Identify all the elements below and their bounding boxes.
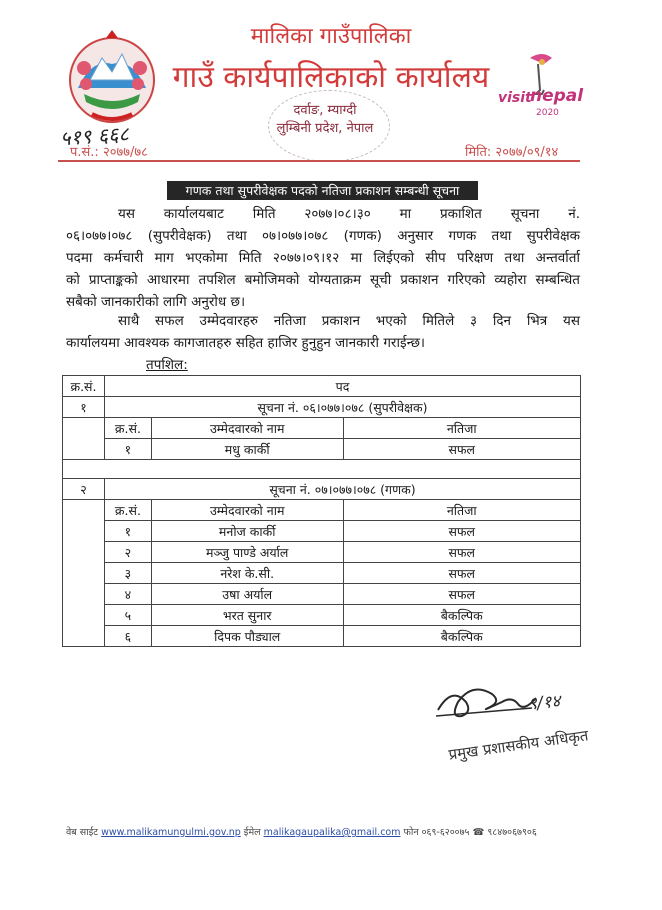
email-link[interactable]: malikagaupalika@gmail.com [263, 827, 401, 838]
candidate-name: नरेश के.सी. [151, 563, 343, 584]
notice-subject: गणक तथा सुपरीवेक्षक पदको नतिजा प्रकाशन सम्बन्धी सूचना [167, 181, 478, 200]
group-notice: सूचना नं. ०७।०७७।०७८ (गणक) [104, 479, 580, 500]
sub-sn-header: क्र.सं. [104, 418, 151, 439]
candidate-sn: १ [104, 521, 151, 542]
paragraph-1-line: ०६।०७७।०७८ (सुपरीवेक्षक) तथा ०७।०७७।०७८ (गणक) अनुसार गणक तथा सुपरीवेक्षक [66, 228, 580, 244]
notice-paragraph-2 [66, 310, 580, 354]
candidate-result: बैकल्पिक [343, 605, 581, 626]
post-header: पद [104, 376, 580, 397]
footer-contact [66, 825, 606, 838]
sub-sn-header: क्र.सं. [104, 500, 151, 521]
issue-date: मिति: २०७७/०९/१४ [465, 145, 559, 160]
sub-result-header: नतिजा [343, 418, 581, 439]
candidate-sn: ४ [104, 584, 151, 605]
group-notice: सूचना नं. ०६।०७७।०७८ (सुपरीवेक्षक) [104, 397, 580, 418]
address-line-1: दर्वाङ, म्याग्दी [293, 103, 357, 118]
website-link[interactable]: www.malikamungulmi.gov.np [101, 827, 241, 838]
table-row [63, 439, 581, 460]
email-label: ईमेल [243, 827, 261, 838]
signature-date: ९/१४ [527, 691, 562, 715]
candidate-name: मधु कार्की [151, 439, 343, 460]
candidate-result: सफल [343, 584, 581, 605]
paragraph-1-line: पदमा कर्मचारी माग भएकोमा मिति २०७७।०९।१२ मा लिईएको सीप परिक्षण तथा अन्तर्वार्ता [66, 250, 580, 266]
table-row [63, 563, 581, 584]
table-header-row [63, 376, 581, 397]
sub-result-header: नतिजा [343, 500, 581, 521]
candidate-result: बैकल्पिक [343, 626, 581, 647]
table-row [63, 605, 581, 626]
candidate-name: मनोज कार्की [151, 521, 343, 542]
candidate-result: सफल [343, 542, 581, 563]
group-row [63, 397, 581, 418]
visit-text: visit [498, 90, 532, 106]
candidate-result: सफल [343, 521, 581, 542]
table-row [63, 521, 581, 542]
reference-number: प.सं.: २०७७/७८ [70, 145, 148, 160]
letterhead-divider [58, 160, 580, 162]
group-sn: १ [63, 397, 105, 418]
notice-paragraph-1 [66, 203, 580, 313]
table-row [63, 584, 581, 605]
candidate-result: सफल [343, 563, 581, 584]
candidate-sn: ३ [104, 563, 151, 584]
paragraph-2-line: साथै सफल उम्मेदवारहरु नतिजा प्रकाशन भएको मितिले ३ दिन भित्र यस [118, 313, 580, 329]
candidate-sn: ५ [104, 605, 151, 626]
paragraph-1-line: सबैको जानकारीको लागि अनुरोध छ। [66, 294, 246, 310]
paragraph-1-line: को प्राप्ताङ्कको आधारमा तपशिल बमोजिमको योग्यताक्रम सूची प्रकाशन गरिएको व्यहोरा सम्बन्धित [66, 272, 580, 288]
visit-nepal-year: 2020 [536, 108, 559, 118]
table-row [63, 542, 581, 563]
sub-name-header: उम्मेदवारको नाम [151, 500, 343, 521]
address-line-2: लुम्बिनी प्रदेश, नेपाल [276, 121, 374, 136]
candidate-sn: २ [104, 542, 151, 563]
subheader-row [63, 500, 581, 521]
paragraph-1-line: यस कार्यालयबाट मिति २०७७।०८।३० मा प्रकाशित सूचना नं. [118, 206, 580, 222]
office-name: गाउँ कार्यपालिकाको कार्यालय [172, 60, 490, 95]
candidate-name: भरत सुनार [151, 605, 343, 626]
details-label: तपशिल: [146, 357, 188, 373]
subheader-row [63, 418, 581, 439]
sn-header: क्र.सं. [63, 376, 105, 397]
signer-designation: प्रमुख प्रशासकीय अधिकृत [447, 726, 590, 764]
sub-name-header: उम्मेदवारको नाम [151, 418, 343, 439]
municipality-name: मालिका गाउँपालिका [250, 24, 412, 49]
paragraph-2-line: कार्यालयमा आवश्यक कागजातहरु सहित हाजिर हुनुहुन जानकारी गराईन्छ। [66, 335, 426, 351]
phone-numbers: फोन ०६९-६२००७५ ☎ ९८४७०६७९०६ [403, 827, 537, 838]
group-row [63, 479, 581, 500]
table-row [63, 626, 581, 647]
handwritten-register-number: ५१९ ६६८ [59, 121, 130, 151]
candidate-name: दिपक पौड्याल [151, 626, 343, 647]
nepal-text: nepal [530, 86, 584, 106]
web-label: वेब साईट [66, 827, 99, 838]
spacer-row [63, 460, 581, 479]
candidate-result: सफल [343, 439, 581, 460]
results-table [62, 375, 581, 647]
candidate-sn: ६ [104, 626, 151, 647]
group-sn: २ [63, 479, 105, 500]
candidate-sn: १ [104, 439, 151, 460]
candidate-name: मञ्जु पाण्डे अर्याल [151, 542, 343, 563]
candidate-name: उषा अर्याल [151, 584, 343, 605]
